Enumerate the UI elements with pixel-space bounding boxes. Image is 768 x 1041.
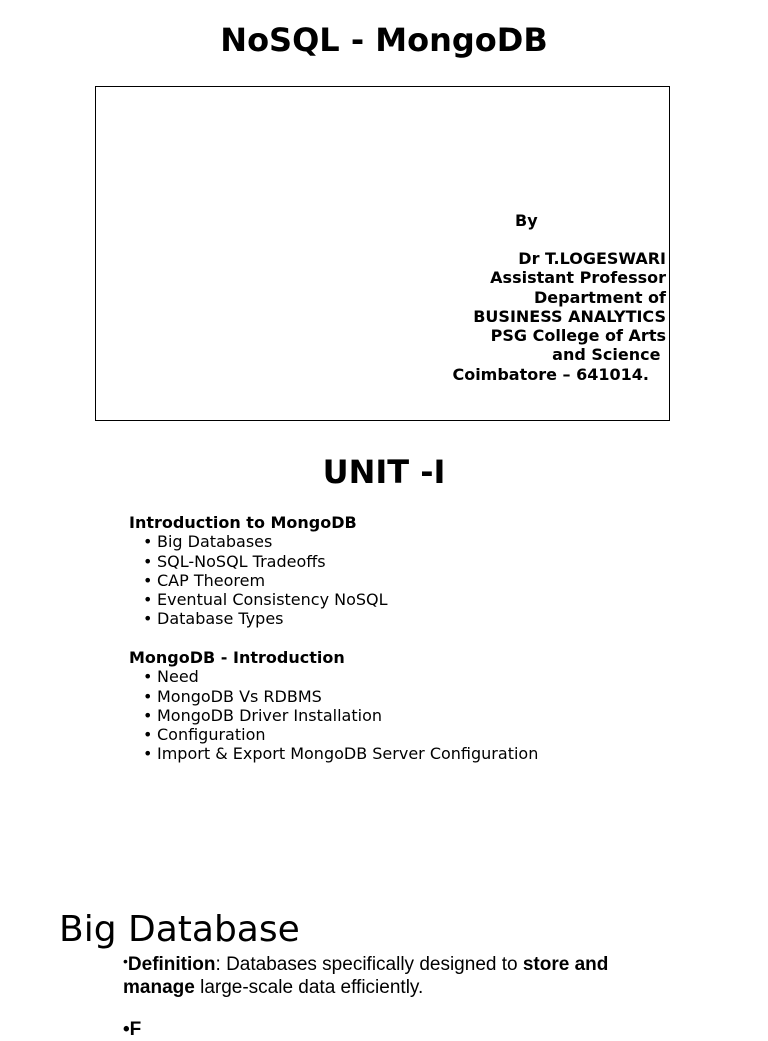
by-label: By (515, 211, 538, 230)
bullet-icon: • (143, 532, 153, 552)
author-title: Assistant Professor (490, 268, 666, 288)
next-bullet-partial: •F (123, 1019, 142, 1040)
author-department: BUSINESS ANALYTICS (473, 306, 666, 326)
list-item: • Need (143, 667, 199, 687)
author-college-cont: and Science (552, 345, 666, 365)
bullet-icon: • (143, 551, 153, 571)
list-item: • MongoDB Vs RDBMS (143, 686, 322, 706)
section-intro-mongodb (129, 513, 388, 629)
list-item: • Database Types (143, 609, 284, 629)
bullet-icon: • (143, 705, 153, 725)
author-college: PSG College of Arts (490, 326, 666, 346)
list-item: • Eventual Consistency NoSQL (143, 590, 388, 610)
definition-emphasis: store and manage (123, 954, 609, 998)
list-item: • Import & Export MongoDB Server Configuration (143, 744, 539, 764)
list-item: • MongoDB Driver Installation (143, 705, 382, 725)
bullet-icon: • (143, 590, 153, 610)
list-item: • Configuration (143, 725, 266, 745)
definition-paragraph (123, 950, 643, 999)
author-name: Dr T.LOGESWARI (518, 249, 666, 268)
definition-text: : Databases specifically designed to (215, 954, 523, 975)
page-title: NoSQL - MongoDB (220, 21, 548, 59)
unit-heading: UNIT -I (322, 453, 446, 491)
section-heading: Introduction to MongoDB (129, 513, 357, 532)
bullet-icon: • (143, 609, 153, 629)
bullet-icon: • (143, 725, 153, 745)
list-item: • Big Databases (143, 532, 273, 552)
author-details (452, 249, 666, 384)
big-database-heading: Big Database (59, 909, 300, 950)
author-department-label: Department of (533, 287, 666, 307)
bullet-icon: • (123, 953, 128, 969)
section-heading: MongoDB - Introduction (129, 648, 345, 667)
definition-tail: large-scale data efficiently. (194, 977, 424, 998)
bullet-icon: • (143, 570, 153, 590)
definition-label: Definition (127, 954, 216, 975)
bullet-icon: • (143, 686, 153, 706)
bullet-icon: • (143, 667, 153, 687)
section-mongodb-introduction (129, 648, 538, 764)
bullet-icon: • (143, 744, 153, 764)
topic-list (129, 667, 538, 763)
topic-list (129, 532, 388, 628)
list-item: • SQL-NoSQL Tradeoffs (143, 551, 326, 571)
list-item: • CAP Theorem (143, 570, 266, 590)
author-address: Coimbatore – 641014. (452, 364, 649, 384)
